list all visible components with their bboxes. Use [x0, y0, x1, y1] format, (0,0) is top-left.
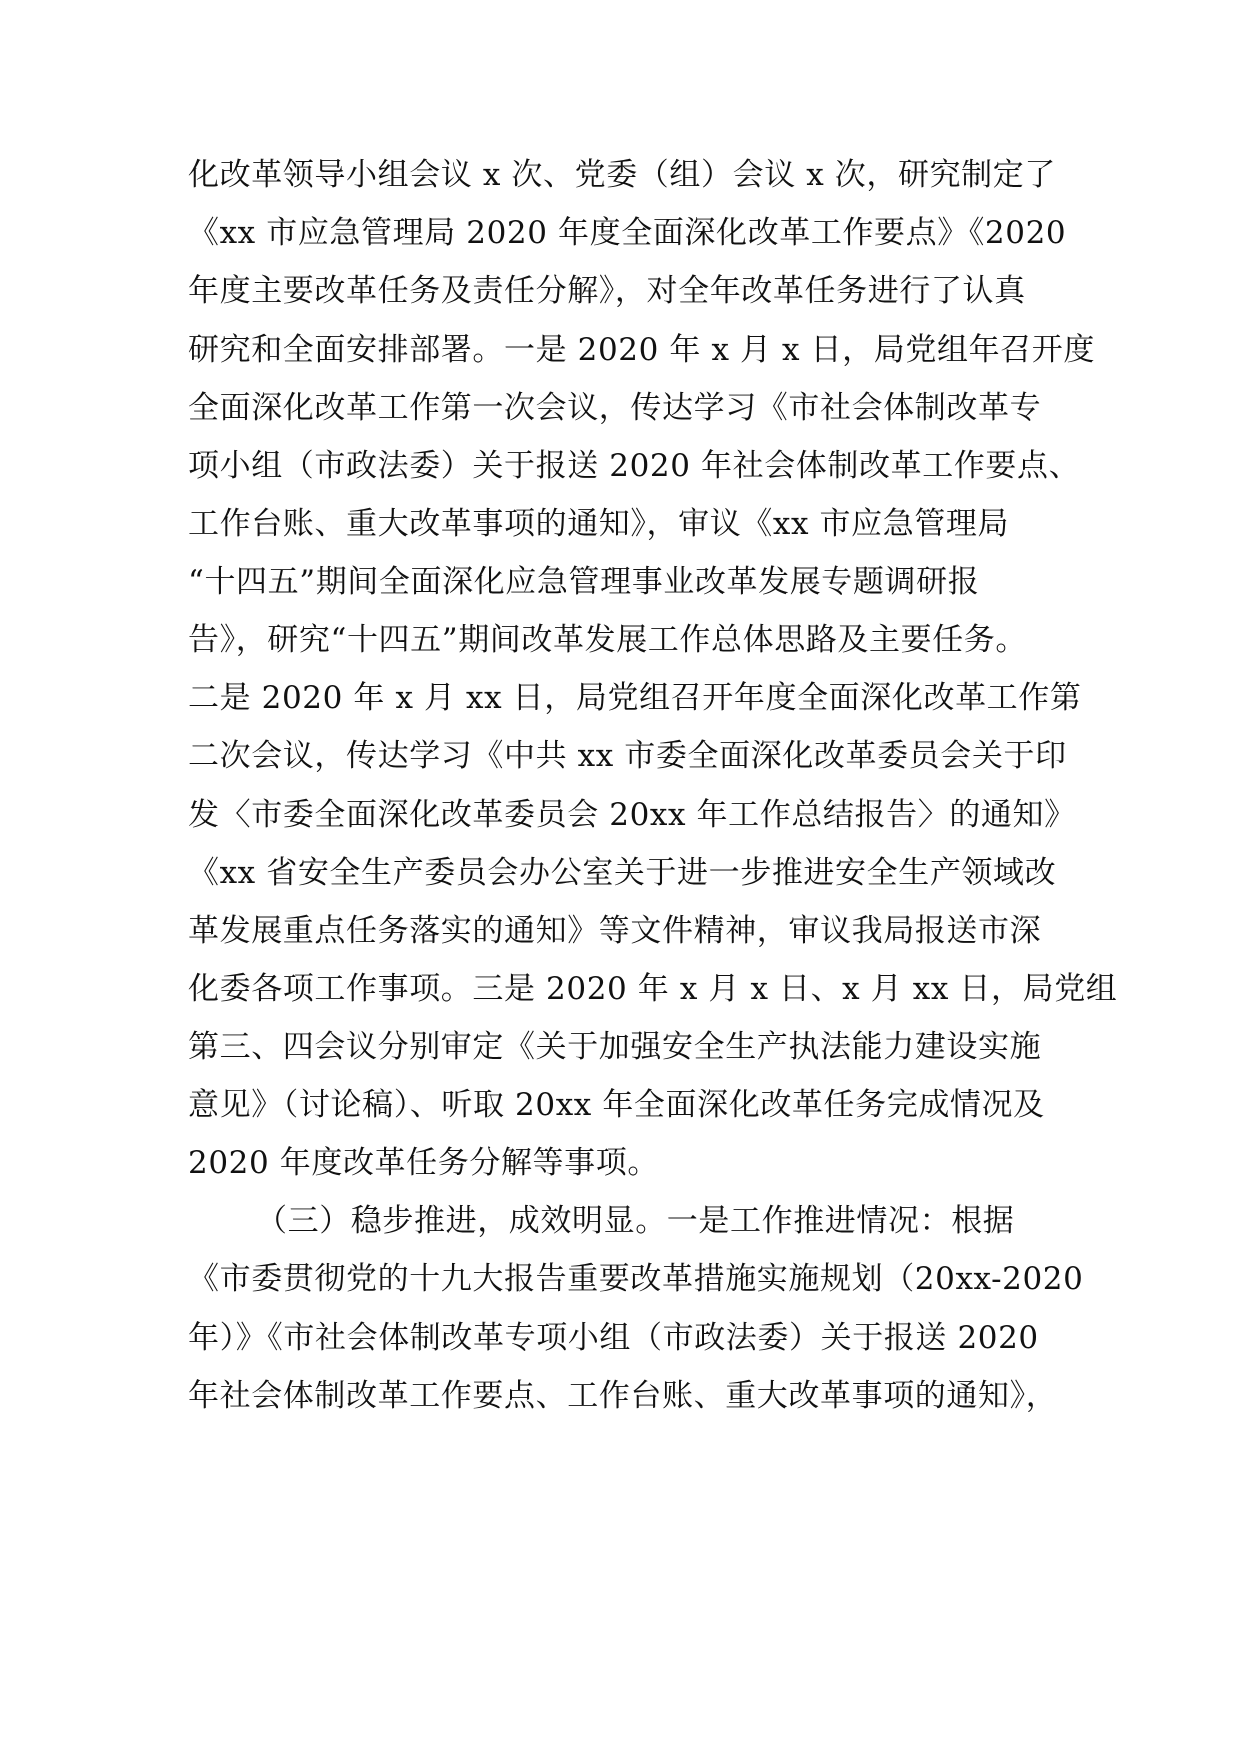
text-line: 发〈市委全面深化改革委员会 20xx 年工作总结报告〉的通知》 [188, 797, 1076, 833]
text-line: 2020 年度改革任务分解等事项。 [188, 1145, 659, 1181]
text-line: 化改革领导小组会议 x 次、党委（组）会议 x 次，研究制定了 [188, 157, 1056, 193]
paragraph-first-line: （三）稳步推进，成效明显。一是工作推进情况：根据 [256, 1203, 1015, 1239]
text-line: 意见》（讨论稿）、听取 20xx 年全面深化改革任务完成情况及 [188, 1087, 1045, 1123]
text-line: 二是 2020 年 x 月 xx 日，局党组召开年度全面深化改革工作第 [188, 680, 1082, 716]
text-line: 年度主要改革任务及责任分解》，对全年改革任务进行了认真 [188, 273, 1026, 309]
text-line: 工作台账、重大改革事项的通知》，审议《xx 市应急管理局 [188, 506, 1010, 542]
text-line: 《xx 市应急管理局 2020 年度全面深化改革工作要点》《2020 [188, 215, 1067, 251]
text-line: 《市委贯彻党的十九大报告重要改革措施实施规划（20xx-2020 [188, 1261, 1084, 1297]
text-line: 《xx 省安全生产委员会办公室关于进一步推进安全生产领域改 [188, 855, 1057, 891]
text-line: 年）》《市社会体制改革专项小组（市政法委）关于报送 2020 [188, 1320, 1039, 1356]
text-line: 年社会体制改革工作要点、工作台账、重大改革事项的通知》， [188, 1378, 1058, 1414]
text-line: 第三、四会议分别审定《关于加强安全生产执法能力建设实施 [188, 1029, 1042, 1065]
text-line: “十四五”期间全面深化应急管理事业改革发展专题调研报 [188, 564, 980, 600]
text-line: 革发展重点任务落实的通知》等文件精神，审议我局报送市深 [188, 913, 1042, 949]
text-line: 化委各项工作事项。三是 2020 年 x 月 x 日、x 月 xx 日，局党组 [188, 971, 1118, 1007]
text-line: 二次会议，传达学习《中共 xx 市委全面深化改革委员会关于印 [188, 738, 1067, 774]
text-line: 全面深化改革工作第一次会议，传达学习《市社会体制改革专 [188, 390, 1042, 426]
text-line: 项小组（市政法委）关于报送 2020 年社会体制改革工作要点、 [188, 448, 1081, 484]
text-line: 研究和全面安排部署。一是 2020 年 x 月 x 日，局党组年召开度 [188, 332, 1095, 368]
text-line: 告》，研究“十四五”期间改革发展工作总体思路及主要任务。 [188, 622, 1027, 658]
